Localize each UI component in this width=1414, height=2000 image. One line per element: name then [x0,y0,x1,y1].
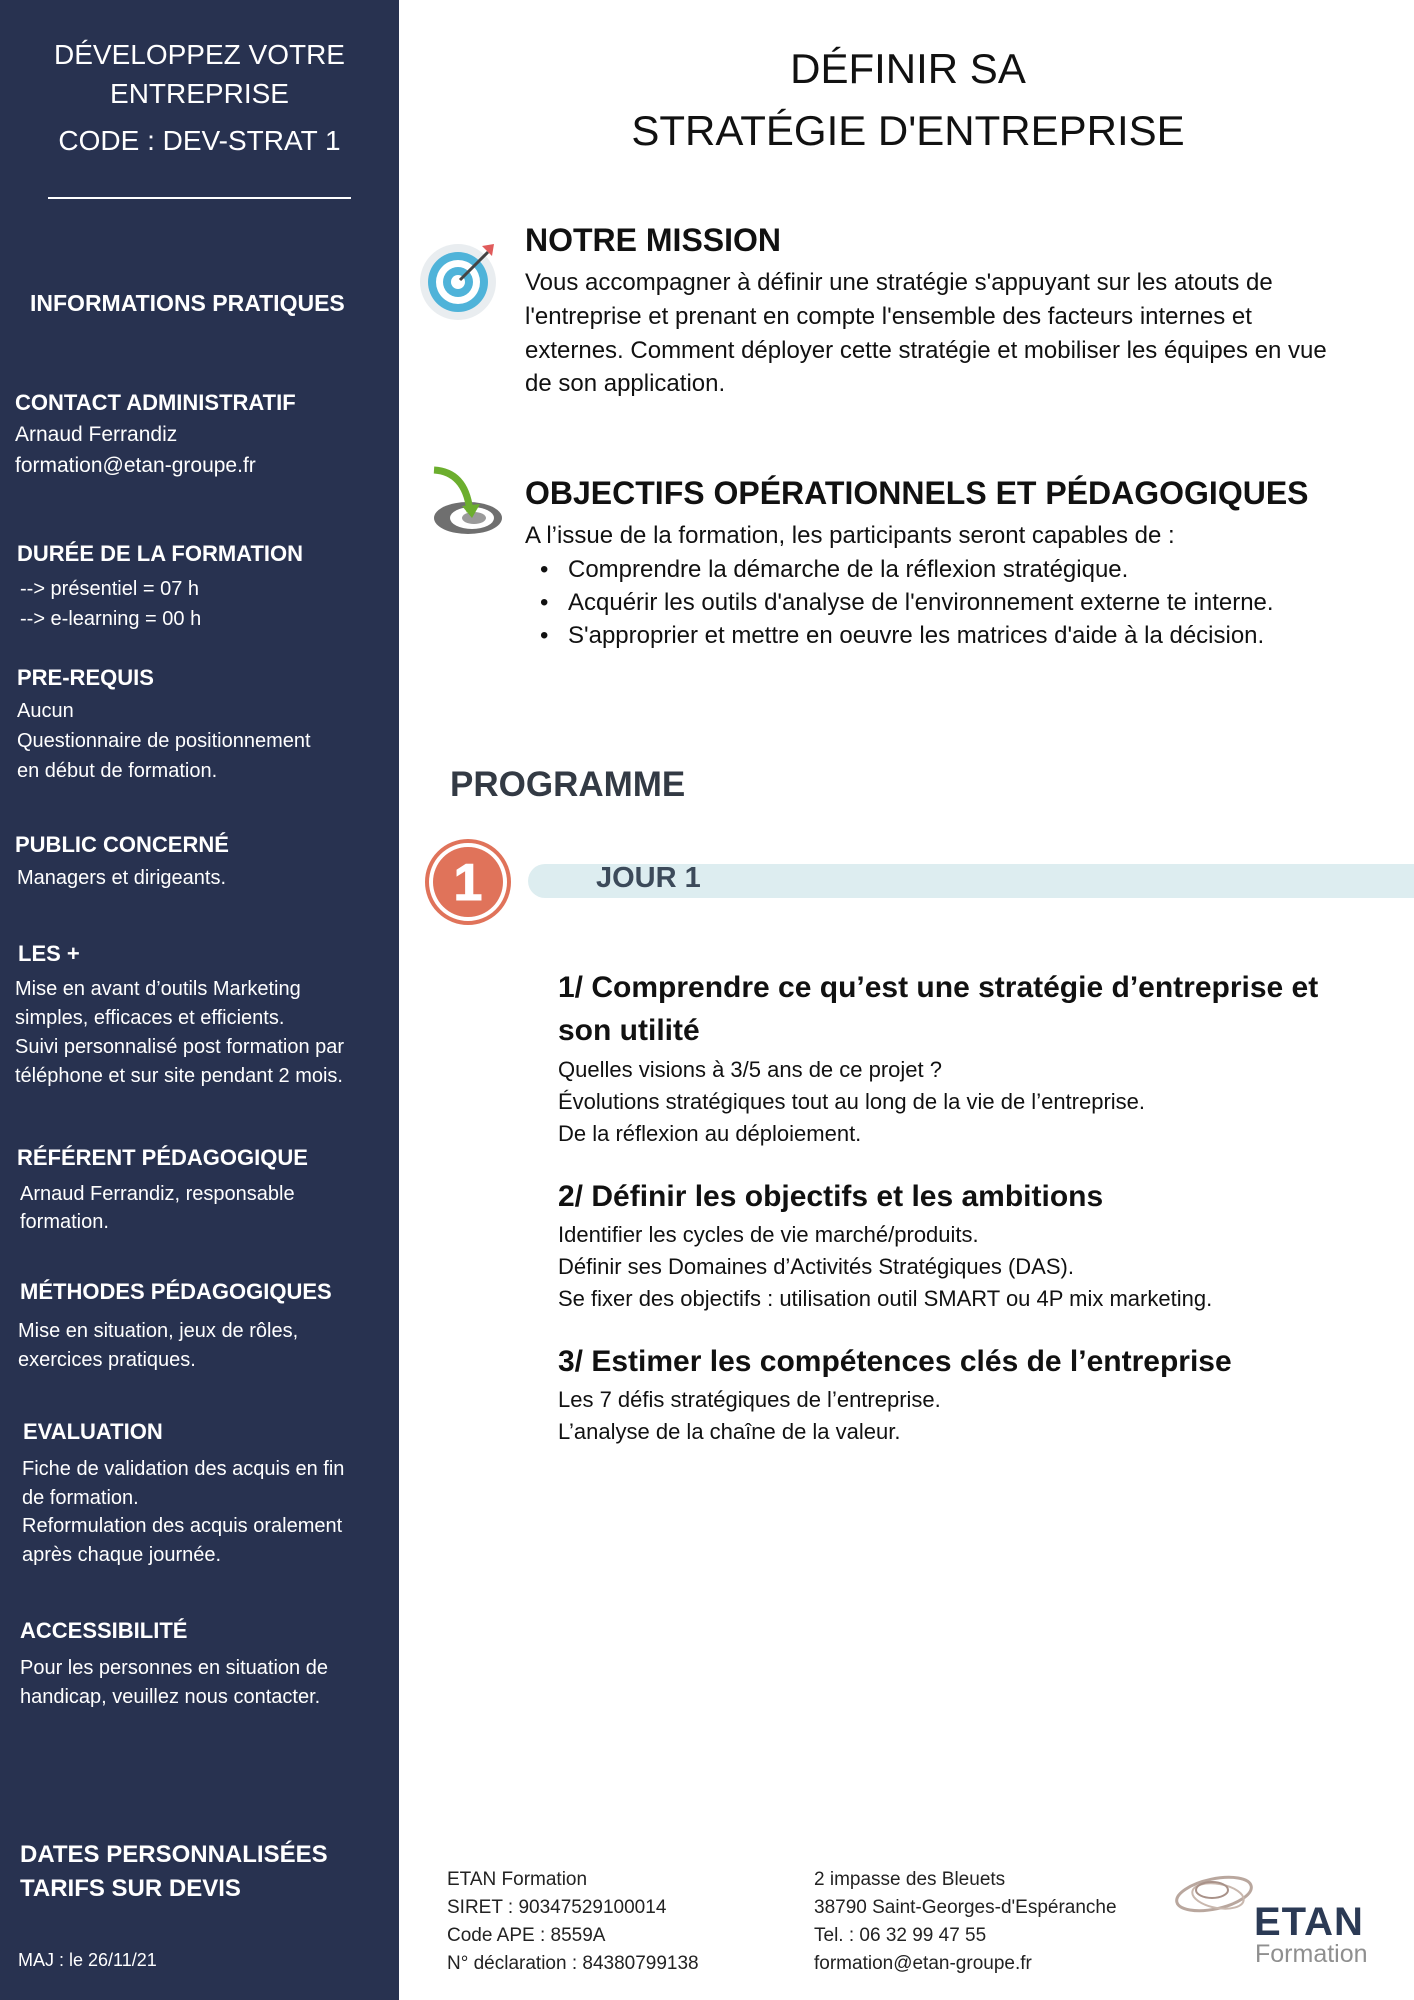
methodes-line2: exercices pratiques. [18,1349,196,1371]
sidebar-title-line1: DÉVELOPPEZ VOTRE [54,39,345,70]
footer-siret: SIRET : 90347529100014 [447,1897,667,1918]
referent-line2: formation. [20,1211,109,1233]
module-1-line: Quelles visions à 3/5 ans de ce projet ? [558,1057,943,1082]
page-title-line2: STRATÉGIE D'ENTREPRISE [631,107,1185,154]
duree-heading: DURÉE DE LA FORMATION [17,541,303,566]
accessibilite-heading: ACCESSIBILITÉ [20,1618,188,1643]
arrow-target-icon [428,462,504,538]
evaluation-line4: après chaque journée. [22,1544,222,1566]
objectif-item: • Comprendre la démarche de la réflexion stratégique. [568,553,1274,586]
update-date: MAJ : le 26/11/21 [18,1950,157,1970]
footer-address-block [814,1866,1117,1978]
module-3-heading: 3/ Estimer les compétences clés de l’entreprise [558,1345,1232,1378]
objectifs-heading: OBJECTIFS OPÉRATIONNELS ET PÉDAGOGIQUES [525,475,1309,511]
module-2-line: Définir ses Domaines d’Activités Stratégiques (DAS). [558,1254,1074,1279]
referent-heading: RÉFÉRENT PÉDAGOGIQUE [17,1145,308,1170]
info-heading: INFORMATIONS PRATIQUES [30,290,345,316]
page-title [420,38,1396,162]
module-1-line: Évolutions stratégiques tout au long de la vie de l’entreprise. [558,1089,1146,1114]
prerequis-line1: Aucun [17,700,74,722]
module-1-heading-line2: son utilité [558,1014,700,1047]
footer-ape: Code APE : 8559A [447,1925,606,1946]
prerequis-line3: en début de formation. [17,760,218,782]
objectifs-intro: A l’issue de la formation, les participants seront capables de : [525,522,1175,549]
module-2-heading: 2/ Définir les objectifs et les ambitions [558,1180,1104,1213]
module-3-line: L’analyse de la chaîne de la valeur. [558,1419,901,1444]
footer-address2: 38790 Saint-Georges-d'Espéranche [814,1897,1117,1918]
day-number: 1 [453,854,483,912]
methodes-heading: MÉTHODES PÉDAGOGIQUES [20,1279,332,1304]
evaluation-heading: EVALUATION [23,1419,163,1444]
programme-heading: PROGRAMME [450,765,686,804]
target-icon [418,240,500,322]
duree-line2: --> e-learning = 00 h [20,608,202,630]
contact-email[interactable]: formation@etan-groupe.fr [15,454,256,477]
plus-line2: simples, efficaces et efficients. [15,1007,285,1029]
evaluation-line1: Fiche de validation des acquis en fin [22,1458,345,1480]
duree-line1: --> présentiel = 07 h [20,578,199,600]
page-title-line1: DÉFINIR SA [790,45,1026,92]
sidebar-divider [48,197,351,199]
footer-address1: 2 impasse des Bleuets [814,1869,1006,1890]
prerequis-heading: PRE-REQUIS [17,665,154,690]
mission-line3: externes. Comment déployer cette stratégie et mobiliser les équipes en vue [525,337,1327,364]
footer-declaration: N° déclaration : 84380799138 [447,1953,699,1974]
evaluation-line2: de formation. [22,1487,139,1509]
module-3-line: Les 7 défis stratégiques de l’entreprise. [558,1387,941,1412]
plus-line4: téléphone et sur site pendant 2 mois. [15,1065,343,1087]
objectifs-list [526,553,1274,652]
sidebar [0,0,399,2000]
etan-logo [1172,1868,1372,1968]
footer-company-block [447,1866,699,1978]
dates-label: DATES PERSONNALISÉES [20,1841,328,1868]
public-heading: PUBLIC CONCERNÉ [15,832,229,857]
prerequis-line2: Questionnaire de positionnement [17,730,311,752]
sidebar-title-line2: ENTREPRISE [110,78,289,109]
logo-sub-text: Formation [1255,1940,1368,1968]
evaluation-line3: Reformulation des acquis oralement [22,1515,343,1537]
public-line1: Managers et dirigeants. [17,867,227,889]
footer-email[interactable]: formation@etan-groupe.fr [814,1953,1032,1974]
logo-main-text: ETAN [1254,1900,1364,1944]
objectif-item: • S'approprier et mettre en oeuvre les matrices d'aide à la décision. [568,619,1274,652]
footer-tel: Tel. : 06 32 99 47 55 [814,1925,987,1946]
accessibilite-line2: handicap, veuillez nous contacter. [20,1686,321,1708]
number-one-badge [424,838,512,926]
mission-line1: Vous accompagner à définir une stratégie s'appuyant sur les atouts de [525,269,1273,296]
objectif-item: • Acquérir les outils d'analyse de l'environnement externe te interne. [568,586,1274,619]
logo-swirl-icon [1172,1868,1262,1924]
plus-line1: Mise en avant d’outils Marketing [15,978,301,1000]
contact-heading: CONTACT ADMINISTRATIF [15,390,296,415]
module-1-heading-line1: 1/ Comprendre ce qu’est une stratégie d’entreprise et [558,971,1319,1004]
course-code: CODE : DEV-STRAT 1 [58,125,341,156]
day-label: JOUR 1 [596,862,701,894]
tarifs-label: TARIFS SUR DEVIS [20,1875,241,1902]
methodes-line1: Mise en situation, jeux de rôles, [18,1320,299,1342]
mission-line4: de son application. [525,370,726,397]
module-2-line: Se fixer des objectifs : utilisation outil SMART ou 4P mix marketing. [558,1286,1213,1311]
module-1-line: De la réflexion au déploiement. [558,1121,862,1146]
plus-line3: Suivi personnalisé post formation par [15,1036,345,1058]
accessibilite-line1: Pour les personnes en situation de [20,1657,328,1679]
plus-heading: LES + [18,941,80,966]
footer-company: ETAN Formation [447,1869,588,1890]
referent-line1: Arnaud Ferrandiz, responsable [20,1183,295,1205]
mission-heading: NOTRE MISSION [525,222,782,258]
contact-name: Arnaud Ferrandiz [15,423,178,446]
mission-line2: l'entreprise et prenant en compte l'ensemble des facteurs internes et [525,303,1252,330]
module-2-line: Identifier les cycles de vie marché/produits. [558,1222,979,1247]
